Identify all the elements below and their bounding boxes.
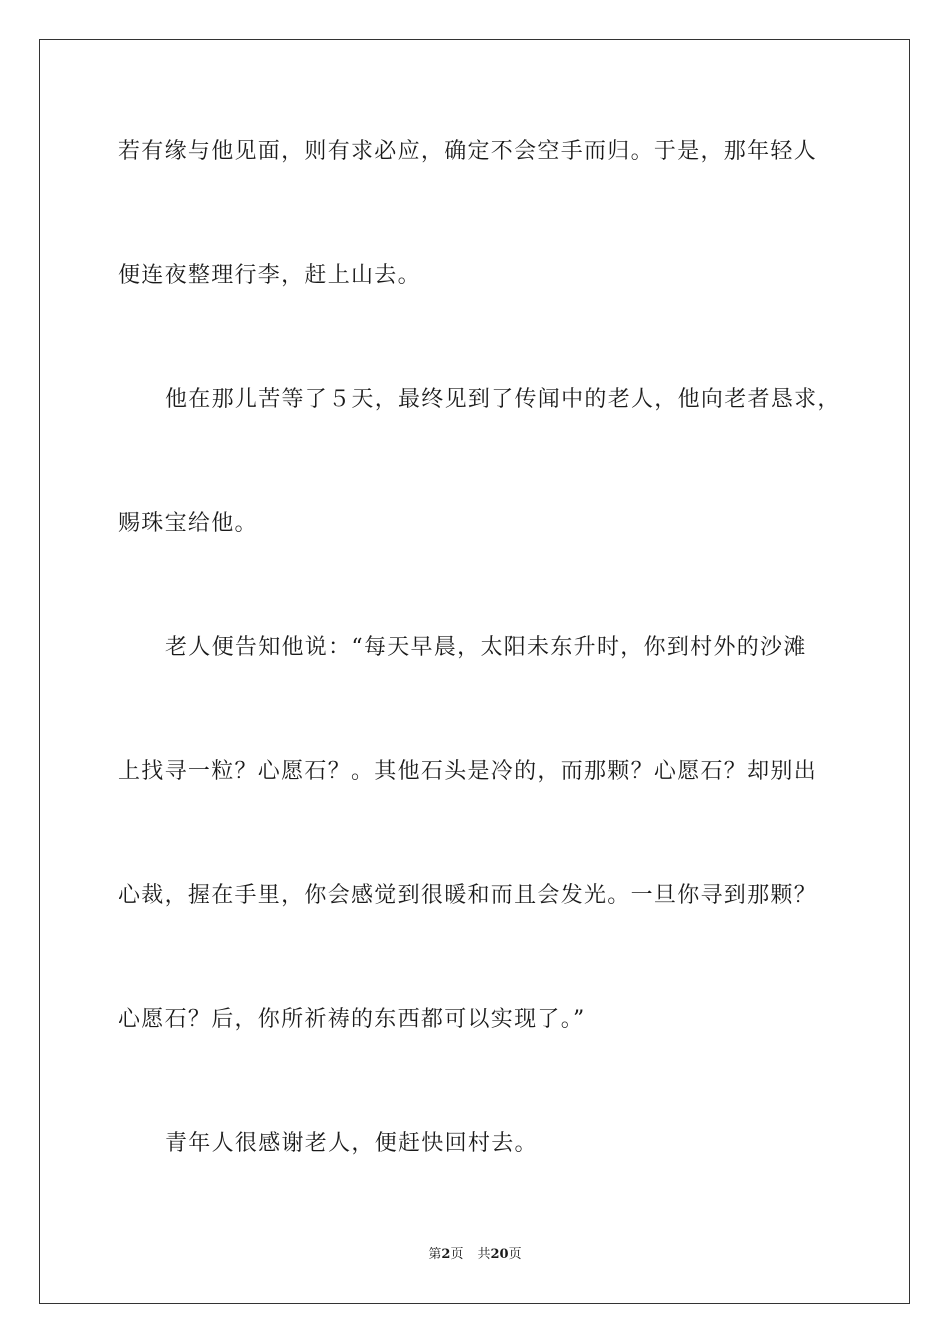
page-prefix: 第: [428, 1247, 442, 1262]
body-text-line: 若有缘与他见面，则有求必应，确定不会空手而归。于是，那年轻人: [118, 139, 818, 164]
page-frame: [39, 39, 910, 1304]
page-suffix: 页: [450, 1247, 464, 1262]
body-text-line: 心裁，握在手里，你会感觉到很暖和而且会发光。一旦你寻到那颗？: [118, 883, 818, 908]
paragraph-first-line: 青年人很感谢老人，便赶快回村去。: [165, 1131, 538, 1156]
paragraph-first-line: 他在那儿苦等了５天，最终见到了传闻中的老人，他向老者恳求，: [165, 387, 841, 412]
body-text-line: 上找寻一粒？心愿石？。其他石头是冷的，而那颗？心愿石？却别出: [118, 759, 818, 784]
total-suffix: 页: [508, 1247, 522, 1262]
total-pages: 20: [490, 1247, 509, 1262]
body-text-line: 心愿石？后，你所祈祷的东西都可以实现了。”: [118, 1007, 586, 1032]
page-footer: [0, 1247, 950, 1263]
total-prefix: 共: [477, 1247, 491, 1262]
paragraph-first-line: 老人便告知他说：“每天早晨，太阳未东升时，你到村外的沙滩: [165, 635, 807, 660]
body-text-line: 便连夜整理行李，赶上山去。: [118, 263, 421, 288]
page-number: 2: [441, 1247, 451, 1262]
body-text-line: 赐珠宝给他。: [118, 511, 258, 536]
